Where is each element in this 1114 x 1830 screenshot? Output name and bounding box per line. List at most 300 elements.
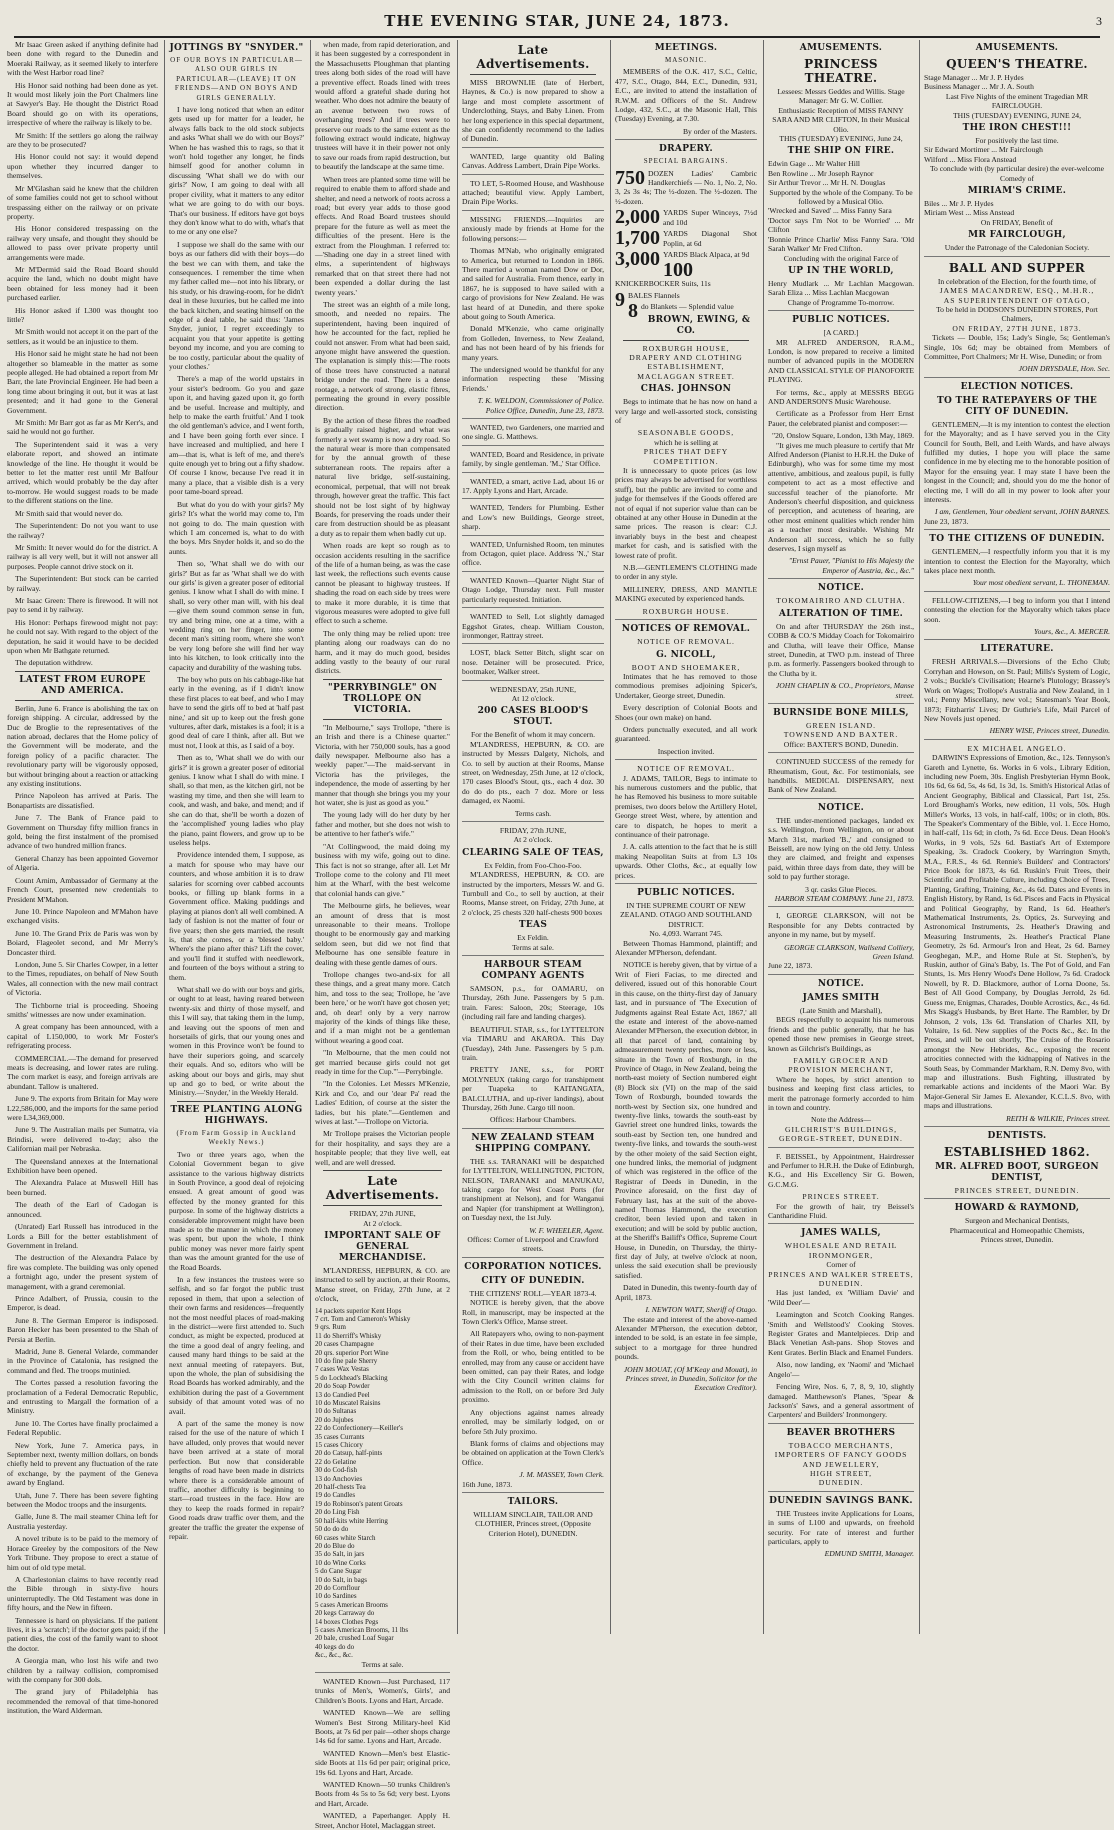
cast-line: Biles ... Mr J. P. Hydes bbox=[924, 199, 994, 209]
sale-lot: 35 cases Currants bbox=[315, 1432, 365, 1441]
notice-text: NOTICE is hereby given, that the above Roll, in manuscript, may be inspected at the Town Clerk's Office, Manse street. bbox=[462, 1298, 604, 1327]
column-2 bbox=[164, 40, 304, 1634]
ad-highlight: SEASONABLE GOODS, bbox=[637, 428, 735, 438]
ad-text: Begs to intimate that he has now on hand a very large and well-assorted stock, consisting of bbox=[615, 397, 757, 425]
sale-lot: 20 do Soap Powder bbox=[315, 1382, 370, 1391]
sale-lot: 22 do Gelatine bbox=[315, 1457, 357, 1466]
classified-ad: TO LET, 5-Roomed House, and Washhouse attached; beautiful view. Apply Lambert, Drain Pipe Works. bbox=[462, 179, 604, 211]
play-title: THE SHIP ON FIRE. bbox=[787, 146, 895, 157]
article-paragraph: "In Melbourne, that the men could not get married because girls could not get ready in time for the Cup.'"—Perrybingle. bbox=[315, 1048, 450, 1077]
sale-lot: 7 cases Wax Vestas bbox=[315, 1365, 369, 1374]
ad-signature: J. M. MASSEY, Town Clerk. bbox=[519, 1470, 604, 1480]
ad-text: Certificate as a Professor from Herr Ernst Pauer, the celebrated pianist and composer:— bbox=[768, 409, 914, 428]
ad-text: FRESH ARRIVALS.—Diversions of the Echo Club; Corryhan and Howson, on St. Paul; Mills's System of Logic, 2 vols.; Buckle's Civilisation; Hearne's Plutology; Brassey's Work on Wages; Trollope's Australia and New Zealand, in 1 vol.; Penny Miscellany, new vol.; Statesman's Year Book, 1873; Fitzharris' Lives; Dr Guthrie's Life, Mail Parcel of New Novels just opened. bbox=[924, 657, 1110, 723]
article-paragraph: The only thing may be relied upon: tree planting along our roadways can do no harm, and it may do much good, besides adding vastly to the beauty of our rural districts. bbox=[315, 628, 450, 676]
notice-heading: NOTICE. bbox=[817, 978, 865, 989]
notice-text: Blank forms of claims and objections may be obtained on application at the Town Clerk's Office. bbox=[462, 1438, 604, 1467]
sale-lot: 20 do Jujubes bbox=[315, 1415, 354, 1424]
europe-heading: LATEST FROM EUROPE AND AMERICA. bbox=[19, 674, 146, 696]
column-7 bbox=[919, 40, 1110, 1634]
report-paragraph: His Honor said nothing had been done as yet. It would most likely join the Port Chalmers line at Sawyer's Bay. He thought the District Road Board should go on with its operations, irrespective of where the railway is likely to be. bbox=[7, 80, 158, 128]
ad-text: GENTLEMEN,—It is my intention to contest the election for the Mayoralty; and as I have served you in the City Council for South, Bell, and Leith Wards, and have always fulfilled my duties, I hope you will place the same confidence in me by electing me to the honorable position of Mayor for the ensuing year. I may state I have been the longest in the Council; and, should you do me the honor of electing me, I will do all in my power to look after your interests. bbox=[924, 419, 1110, 504]
nz-steam-heading: NEW ZEALAND STEAM SHIPPING COMPANY. bbox=[471, 1132, 595, 1154]
ad-text: Has just landed, ex 'William Davie' and 'Wild Deer'— bbox=[768, 1288, 914, 1307]
sale-lot: 50 half-kits white Herring bbox=[315, 1516, 388, 1525]
tree-planting-source: (From Farm Gossip in Auckland Weekly News.) bbox=[176, 1128, 297, 1147]
sale-lot: 9 qrs. Rum bbox=[315, 1323, 346, 1332]
article-paragraph: The Melbourne girls, he believes, wear an amount of dress that is most unreasonable to their means. Trollope thought to be enormously gay and marking seldom seen, but did we not find that Melbourne has one sensible feature in dealing with these gentle dames of ours. bbox=[315, 901, 450, 967]
news-item: General Chanzy has been appointed Governor of Algeria. bbox=[7, 853, 158, 873]
sale-lot: 13 do Anchovies bbox=[315, 1474, 363, 1483]
corporation-heading: CORPORATION NOTICES. bbox=[464, 1261, 602, 1272]
news-item: June 7. The Bank of France paid to Government on Thursday fifty million francs in gold, being the first instalment of the promised advance of two hundred million francs. bbox=[7, 813, 158, 851]
ad-highlight: ON FRIDAY, 27TH JUNE, 1873. bbox=[952, 323, 1082, 333]
ad-signature: GEORGE CLARKSON, Wallsend Colliery, Green Island. bbox=[784, 942, 914, 962]
dentist-name: HOWARD & RAYMOND, bbox=[954, 1203, 1080, 1214]
divider bbox=[323, 1205, 442, 1206]
ad-signature: T. K. WELDON, Commissioner of Police. Police Office, Dunedin, June 23, 1873. bbox=[477, 396, 604, 415]
theatre-line: On FRIDAY, Benefit of bbox=[980, 217, 1054, 227]
notice-text: The estate and interest of the above-named Alexander M'Pherson, the execution debtor, intended to be sold, is an estate in fee simple, subject to a mortgage for three hundred pounds. bbox=[615, 1314, 757, 1362]
theatre-line: Lessees: Messrs Geddes and Willis. Stage Manager: Mr G. W. Collier. bbox=[777, 87, 905, 106]
sale-time: At 2 o'clock. bbox=[363, 1218, 402, 1228]
classified-ad: WANTED, Board and Residence, in private family, by single gentleman. 'M.,' Star Office. bbox=[462, 450, 604, 473]
ad-text: FELLOW-CITIZENS,—I beg to inform you that I intend contesting the election for the Mayoralty which takes place soon. bbox=[924, 595, 1110, 624]
letter-address: "20, Onslow Square, London, 13th May, 1869. bbox=[771, 431, 914, 441]
dentists-heading: DENTISTS. bbox=[987, 1130, 1047, 1141]
column-4 bbox=[457, 40, 604, 1634]
queens-theatre-name: QUEEN'S THEATRE. bbox=[946, 57, 1088, 71]
article-paragraph: Then as to, 'What shall we do with our girls?' it is grown a greater poser of editorial genius. I know what I shall do with mine. I shall, so that men, as the kitchen girl, not be wasting my time, and then she will learn to cook, and wash, and bake, and mend; and if she can do that, she'll be worth a dozen of the 'accomplished' young ladies who play the piano, paint flowers, and grow up to be useless helps. bbox=[169, 753, 304, 847]
theatre-line: Last Five Nights of the eminent Tragedian MR FAIRCLOUGH. bbox=[945, 91, 1089, 111]
bargain-text: DOZEN Ladies' Cambric Handkerchiefs — No. 1, No. 2, No. 3, 2s 3s 4s; The ½-dozen. The ½-dozen. The ½-dozen. bbox=[615, 168, 757, 206]
bargain-quantity: 1,700 bbox=[615, 227, 660, 250]
ad-line: AS SUPERINTENDENT OF OTAGO, bbox=[943, 295, 1091, 305]
cast-line: Henry Mudlark ... Mr Lachlan Macgowan. Sarah Eliza ... Miss Lachlan Macgowan bbox=[768, 278, 914, 298]
ad-line: TOWNSEND AND BAXTER. bbox=[783, 730, 899, 740]
sale-lot: 35 do Salt, in jars bbox=[315, 1550, 365, 1559]
ad-signature: Yours, &c., A. MERCER. bbox=[924, 627, 1110, 640]
classified-ad: WANTED, a smart, active Lad, about 16 or 17. Apply Lyons and Hart, Arcade. bbox=[462, 477, 604, 500]
public-notices-heading: PUBLIC NOTICES. bbox=[792, 315, 890, 326]
sale-lot: 20 half-chests Tea bbox=[315, 1483, 366, 1492]
divider bbox=[323, 679, 442, 680]
ad-highlight: EX MICHAEL ANGELO. bbox=[967, 743, 1067, 753]
ad-line: DUNEDIN. bbox=[768, 1478, 914, 1491]
shipping-notice: SAMSON, p.s., for OAMARU, on Thursday, 26th June. Passengers by 5 p.m. train. Fares: Saloon, 20s; Steerage, 10s (including rail fare and landing charges). bbox=[462, 984, 604, 1022]
ad-line: BOOT AND SHOEMAKER, bbox=[631, 662, 741, 672]
notice-heading: NOTICE. bbox=[817, 802, 865, 813]
sale-lot: 5 do Lockhead's Blacking bbox=[315, 1373, 388, 1382]
ad-signature: REITH & WILKIE, Princes street. bbox=[924, 1114, 1110, 1127]
sale-lot: 7 crt. Tom and Cameron's Whisky bbox=[315, 1314, 411, 1323]
sale-lot: 10 do fine pale Sherry bbox=[315, 1356, 378, 1365]
news-item: The grand jury of Philadelphia has recommended the removal of that time-honored institution, the Ward Alderman. bbox=[7, 1687, 158, 1716]
beaver-brothers-name: BEAVER BROTHERS bbox=[786, 1427, 896, 1438]
sale-date: FRIDAY, 27th JUNE, bbox=[349, 1209, 416, 1219]
news-item: Prince Adalbert, of Prussia, cousin to the Emperor, is dead. bbox=[7, 1293, 158, 1313]
merchandise-sale-ad bbox=[315, 1209, 450, 1673]
ad-line: GREEN ISLAND. bbox=[806, 720, 876, 730]
news-item: The Queensland annexes at the International Exhibition have been opened. bbox=[7, 1156, 158, 1176]
bargain-text: YARDS Super Winceys, 7½d and 10d bbox=[663, 208, 757, 227]
sale-terms: Terms cash. bbox=[514, 808, 552, 818]
report-paragraph: Mr M'Glashan said he knew that the children of some families could not get to school without trespassing either on the railway or on private property. bbox=[7, 183, 158, 221]
late-ads-heading: Late Advertisements. bbox=[476, 43, 590, 71]
news-item: June 9. The Australian mails per Sumatra, via Brindisi, were delivered to-day; also the Californian mail per Nebraska. bbox=[7, 1125, 158, 1154]
report-paragraph: The Superintendent: Do not you want to use the railway? bbox=[7, 521, 158, 540]
ad-signature: HARBOR STEAM COMPANY. June 21, 1873. bbox=[768, 894, 914, 907]
james-smith-name: JAMES SMITH bbox=[802, 992, 880, 1003]
page-number: 3 bbox=[1096, 14, 1102, 28]
bargain-quantity: 750 bbox=[615, 166, 645, 189]
ad-line: Note the Address— bbox=[811, 1115, 871, 1125]
article-paragraph: The boy who puts on his cabbage-like hat early in the evening, as if I didn't know these first places to eat beef, and who I may have to send the girls off to bed at 'half past nine,' and sit up to keep out the fresh gone vultures, after dark, mistakes is a fool; it is a good deal of care I think, after all. But we must not, I look at this, as I said of a boy. bbox=[169, 675, 304, 750]
ad-text: I, GEORGE CLARKSON, will not be Responsible for any Debts contracted by anyone in my name, but by myself. bbox=[768, 911, 914, 940]
sale-lot: 13 do Candied Peel bbox=[315, 1390, 370, 1399]
ad-text: The undersigned would be thankful for any information respecting these 'Missing Friends.' bbox=[462, 364, 604, 393]
sale-title: 200 CASES BLOOD'S STOUT. bbox=[477, 706, 589, 728]
ad-text: Where he hopes, by strict attention to business and keeping first class articles, to merit the patronage formerly accorded to him in town and country. bbox=[768, 1074, 914, 1112]
theatre-line: To conclude with (by particular desire) the ever-welcome Comedy of bbox=[929, 164, 1105, 183]
court-heading: IN THE SUPREME COURT OF NEW ZEALAND. OTAGO AND SOUTHLAND DISTRICT. bbox=[620, 901, 752, 929]
bargain-quantity: 2,000 bbox=[615, 206, 660, 229]
masthead-rule bbox=[14, 36, 1100, 38]
notice-date: 16th June, 1873. bbox=[462, 1480, 604, 1493]
ad-signature: JOHN DRYSDALE, Hon. Sec. bbox=[924, 364, 1110, 377]
sale-lot: 14 boxes Clothes Pegs bbox=[315, 1617, 379, 1626]
sale-lot: 20 do Blue do bbox=[315, 1541, 355, 1550]
bargain-text: KNICKERBOCKER Suits, 11s bbox=[615, 279, 711, 289]
bargain-item bbox=[615, 247, 757, 270]
article-paragraph: "In the Colonies. Let Messrs M'Kenzie, Kirk and Co, and our 'dear Pa' read the Ladies' Edition, of course at the sister the ladies, but his plate."—Gentlemen and wives at last."—Trollope on Victoria. bbox=[315, 1079, 450, 1127]
ad-text: THE under-mentioned packages, landed ex s.s. Wellington, from Wellington, on or about March 31st, marked 'B.,' and consigned to Beissell, are now lying on the old Jetty. Unless they are claimed, and freight and expenses paid, within three days from date, they will be sold to pay further storage. bbox=[768, 815, 914, 882]
ad-line: PRINCES STREET, DUNEDIN. bbox=[924, 1186, 1110, 1199]
report-paragraph: Mr Smith: Mr Barr got as far as Mr Kerr's, and said he would not go further. bbox=[7, 418, 158, 437]
sale-lot: 20 do Ling Fish bbox=[315, 1508, 360, 1517]
ad-text: DARWIN'S Expressions of Emotion, &c., 12s. Tennyson's Gareth and Lynette, 6s. Works in 6 vols., Library Edition, including new Poem, 30s. English Presbyterian Hymn Book, 10s 6d, 6s 6d, 5s, 4s 6d, 1s 3d, 1s. Smith's Historical Atlas of Ancient Geography, Biblical and Classical, Part 1st, 25s. Lord Brougham's Works, new edition, 11 vols, 50s. Hugh Miller's Works, 13 vols, in half-calf, 100s; or in cloth, 80s. The Speaker's Commentary of the Bible, vol. 1. Ecce Homo, in half-calf, 11s 6d; in cloth, 7s 6d. Ecce Deus. Dean Hook's Works, in 9 vols, 52s 6d. Bastiat's Art of Extempore Speaking, 3s. Cradock Cookery, by Warrington Smyth, M.A., F.R.S., 4s 6d. Rennie's Builders' and Contractors' Price Book for 1873, 4s 6d. Ruskin's Fruit Trees, their Scientific and Profitable Culture, including Choice of Trees, Planting, Grafting, Training, &c., 4s 6d. Dates and Events in English History, by Rand, 1s 6d. Pisces and Facts in Physical and Political Geography, by Rand, 1s 6d. Heather's Mathematical Instruments, 2s. Optics, 2s. Surveying and Astronomical Instruments, 2s. Heather's Drawing and Measuring Instruments, 2s. Heather's Practical Plane Geometry, 2s 6d. Armour's Iron and Heat, 2s 6d. Barney Geoghegan, M.P., and Home Rule at St. Stephen's, by Ruskin, author of Gina's Baby, 1s. The Pot of Gold, and Fan Stunts, 1s. Mrs Henry Wood's Dene Hollow, 7s 6d. Cradock Nowell, by R. D. Blackmore, author of Lorna Doone, 5s. Best of All Good Company, by Douglas Jerrold, 2s 6d. Guess me, Enigmas, Charades, Double Acrostics, &c., 4s 6d. Mrs Skagg's Husbands, by Bret Harte. The Rambler, by Dr Johnson, 2 vols, 13s 6d. Translation of Charles XII, by Voltaire, 1s 6d. New supplies of the Pocts &c., &c. In the Press, and will be out shortly, The Cruise of the Rosario amongst the New Hebrides, &c., exposing the recent atrocities connected with the kidnapping of Natives in the South Seas, by Commander Markham, R.N. Demy 8vo, with map and illustrations. Bush Fighting, illustrated by remarkable actions and incidents of the Maori War. By Major-General Sir James E. Alexander, K.C.L.S. 8vo, with maps and illustrations. bbox=[924, 753, 1110, 1111]
ad-text: Orders punctually executed, and all work guaranteed. bbox=[615, 724, 757, 744]
meeting-signature: By order of the Masters. bbox=[615, 127, 757, 140]
divider bbox=[15, 671, 150, 672]
play-title: UP IN THE WORLD, bbox=[788, 265, 894, 276]
ad-line: 3 qr. casks Glue Pieces. bbox=[805, 884, 877, 894]
ad-signature: JOHN CHAPLIN & CO., Proprietors, Manse street. bbox=[768, 681, 914, 704]
column-5 bbox=[610, 40, 757, 1634]
article-paragraph: The young lady will do her duty by her father and mother, but she does not wish to be attentive to her father's wife." bbox=[315, 810, 450, 839]
tailor-ad: WILLIAM SINCLAIR, TAILOR AND CLOTHIER, Princes street, (Opposite Criterion Hotel), DUNEDIN. bbox=[473, 1509, 593, 1538]
news-item: Utah, June 7. There has been severe fighting between the Modoc troops and the insurgents. bbox=[7, 1490, 158, 1510]
ad-line: In celebration of the Election, for the fourth time, of bbox=[937, 276, 1097, 286]
theatre-line: Supported by the whole of the Company. To be followed by a Musical Olio. bbox=[769, 187, 913, 207]
bargain-item bbox=[615, 300, 757, 323]
article-paragraph: When trees are planted some time will be required to enable them to afford shade and shelter, and need a network of roots across a road; but every year adds to those good effects. And Road Board trustees should prepare for the future as well as meet the difficulties of the present. Here is the extract from the Ploughman. I referred to: —'Shading one day in a street lined with elms, a superintendent of highways remarked that on that street there had not been expended a dollar during the last twenty years.' bbox=[315, 174, 450, 297]
sale-lot: 19 do Candles bbox=[315, 1491, 356, 1500]
ad-line: Pharmaceutical and Homeopathic Chemists, bbox=[949, 1225, 1085, 1235]
news-item: A novel tribute is to be paid to the memory of Horace Greeley by the compositors of the New York Tribune. They propose to erect a statue of him out of old type metal. bbox=[7, 1534, 158, 1572]
sale-time: At 12 o'clock. bbox=[511, 693, 555, 703]
sale-lot: 50 do do do bbox=[315, 1525, 349, 1534]
cast-line: Stage Manager ... Mr J. P. Hydes bbox=[924, 73, 1024, 82]
late-ads-heading: Late Advertisements. bbox=[325, 1174, 440, 1203]
ad-line: PRINCES STREET. bbox=[802, 1192, 880, 1202]
james-walls-name: JAMES WALLS, bbox=[801, 1228, 881, 1239]
ad-text: Fencing Wire, Nos. 6, 7, 8, 9, 10, slightly damaged. Matthewson's Planes, 'Spear & Jackson's' Saws, and a general assortment of Carpenters' and Builders' Ironmongery. bbox=[768, 1382, 914, 1424]
bargain-item bbox=[615, 208, 757, 227]
ad-highlight: PRICES THAT DEFY COMPETITION. bbox=[643, 447, 729, 466]
sale-lot: 60 cases white Starch bbox=[315, 1533, 376, 1542]
theatre-line: Concluding with the original Farce of bbox=[783, 253, 899, 263]
article-paragraph: "In Melbourne," says Trollope, "there is an Irish and there is a Chinese quarter." Victoria, with her 750,000 souls, has a good daily newspaper. Melbourne also has a weekly paper."—The maid-servant in Victoria has the privileges, the independence, the mode of asserting by her manner that though she brings you my your hot water, she is just as good as you." bbox=[315, 722, 450, 808]
divider bbox=[177, 1101, 296, 1102]
divider bbox=[470, 74, 596, 75]
sale-lot: 20 qrs. superior Port Wine bbox=[315, 1348, 389, 1357]
jottings-subheading: OF OUR BOYS IN PARTICULAR—ALSO OUR GIRLS IN PARTICULAR—(LEAVE) IT ON FRIENDS—AND ON BOYS AND GIRLS GENERALLY. bbox=[170, 56, 303, 102]
roxburgh-line: DRAPERY AND CLOTHING bbox=[629, 352, 743, 362]
report-paragraph: His Honor asked if L300 was thought too little? bbox=[7, 305, 158, 324]
newspaper-title: THE EVENING STAR, JUNE 24, 1873. bbox=[384, 12, 730, 30]
ad-text: BEGS respectfully to acquaint his numerous friends and the public generally, that he has opened those new premises in George street, known as Gilchrist's Buildings, as bbox=[768, 1015, 914, 1053]
ad-text: "It gives me much pleasure to certify that Mr Alfred Anderson (Pianist to H.R.H. the Duke of Edinburgh), who was for some time my most attentive, ambitious, and zealous pupil, is fully competent to act as a most effective and successful teacher of the pianoforte. Mr Anderson's cheerful disposition, and quickness of perception, and acuteness of hearing, are other most eminent qualities which render him as a teacher most desirable. Wishing Mr Anderson all success, which he so fully deserves, I sign myself as bbox=[768, 440, 914, 554]
ad-text: Every description of Colonial Boots and Shoes (our own make) on hand. bbox=[615, 703, 757, 722]
shipping-notice: PRETTY JANE, s.s., for PORT MOLYNEUX (taking cargo for transhipment per Tuapeka to KAITANGATA, BALCLUTHA, and up-river landings), about Thursday, 26th June. Cargo till noon. bbox=[462, 1065, 604, 1112]
news-item: New York, June 7. America pays, in September next, twenty million dollars, on bonds chiefly held to prevent any fluctuation of the rate of exchange, by the payment of the Geneva award by England. bbox=[7, 1440, 158, 1488]
cast-line: Ben Rowline ... Mr Joseph Raynor bbox=[768, 168, 874, 178]
cast-line: 'Doctor says I'm Not to be Worried' ... Mr Clifton bbox=[768, 215, 914, 235]
nicoll-name: G. NICOLL, bbox=[656, 649, 716, 660]
election-address-title: TO THE RATEPAYERS OF THE CITY OF DUNEDIN. bbox=[936, 395, 1098, 417]
ad-text: For the growth of hair, try Beissel's Cantharidine Fluid. bbox=[768, 1202, 914, 1225]
ad-text: J. A. calls attention to the fact that he is still making Neapolitan Suits at from L3 10s upwards. Other Cloths, &c., at equally low prices. bbox=[615, 842, 757, 884]
cast-line: Edwin Gage ... Mr Walter Hill bbox=[768, 159, 861, 169]
sale-lot: 10 do Sultanas bbox=[315, 1407, 357, 1416]
news-item: A Georgia man, who lost his wife and two children by a railway collision, compromised with the company for 300 dols. bbox=[7, 1656, 158, 1684]
article-paragraph: But what do you do with your girls? My girls? It's what the world may come to, I'm not going to do. The main question with which I am concerned is, what to do with the boys. Mrs Snyder holds it, and so do the aunts. bbox=[169, 499, 304, 556]
roxburgh-house: ROXBURGH HOUSE. bbox=[615, 607, 757, 620]
special-bargains: SPECIAL BARGAINS. bbox=[643, 157, 729, 166]
ad-text: It is unnecessary to quote prices (as low prices may always be advertised for worthless stuff), but the public are invited to come and judge for themselves if the Goods offered are not of equal if not superior value than can be obtained at any other House in Dunedin at the same prices. The reason is clear: C.J. invariably buys in the best and cheapest market for cash, and is satisfied with the lowest rate of profit. bbox=[615, 466, 757, 560]
article-paragraph: In a few instances the trustees were so selfish, and so far forgot the public trust reposed in them, that upon a selection of their own farms and residences—frequently not the most needful places of road-making in the district—were first attended to. Such conduct, as might be expected, produced at the time a good deal of angry feeling, and caused many hard things to be said at the next annual meeting of ratepayers. But, upon the whole, the plan of subsidising the Road Boards has worked admirably, and the exhibition during the past of a Government subsidy of that amount voted was of no avail. bbox=[169, 1274, 304, 1416]
removal-heading: NOTICES OF REMOVAL. bbox=[621, 624, 751, 635]
ad-text: MISSING FRIENDS.—Inquiries are anxiously made by friends at Home for the following persons:— bbox=[462, 214, 604, 243]
play-title: THE IRON CHEST!!! bbox=[962, 123, 1072, 134]
sale-goods: TEAS bbox=[518, 920, 548, 931]
report-paragraph: Mr Isaac Green asked if anything definite had been done with regard to the Dunedin and Moeraki Railway, as it seemed likely to interfere with the West Harbor road line? bbox=[7, 40, 158, 78]
sale-date: FRIDAY, 27th JUNE, bbox=[499, 826, 567, 835]
sale-time: At 2 o'clock. bbox=[513, 835, 553, 845]
sale-lot: 19 do Robinson's patent Groats bbox=[315, 1499, 403, 1508]
roxburgh-line: ESTABLISHMENT, bbox=[647, 362, 725, 372]
article-paragraph: Trollope changes two-and-six for all these things, and a great many more. Catch him, and toss to the sea; Trollope, he 'ave been here,' or he won't have got chosen yet; and, oh dear! only by a very narrow majority of the kinds of things like these, and if a man might not be a gentleman without wearing a good coat. bbox=[315, 969, 450, 1045]
court-number: No. 4,093. Warrant 745. bbox=[649, 929, 723, 939]
sale-lot: 20 kegs Carraway do bbox=[315, 1609, 375, 1618]
notice-text: NOTICE is hereby given, that by virtue of a Writ of Fieri Facias, to me directed and delivered, issued out of this honorable Court in this cause, on the thirty-first day of January last, and in pursuance of 'The Execution of Judgments against Real Estate Act, 1867,' all the estate and interest of the above-named Alexander M'Pherson, the execution debtor, in all that parcel of land, containing by admeasurement twenty perches, more or less, situate in the Town of Roxburgh, in the Province of Otago, in New Zealand, being the north-east moiety of Section numbered eight (8) Block six (VI) on the map of the said Town of Roxburgh, bounded towards the north-west by Section six, one hundred and twenty-five links, towards the south-east by Gavriel street one hundred links, towards the south-east by Section ten, one hundred and twenty-five links, and towards the south-west by the other moiety of the said Section eight, one hundred links, the memorial of judgment of which was registered in the office of the Registrar of Deeds in Dunedin, in the Province aforesaid, on the first day of February last, has at the suit of the above-named Thomas Hammond, the execution creditor, been levied upon and taken in execution; and will be sold by public auction, at the Sheriff's Bailiff's Office, Supreme Court House, in Dunedin, on Thursday, the thirty-first day of July, at twelve o'clock at noon, unless the said execution shall be previously satisfied. bbox=[615, 960, 757, 1280]
ad-text: On and after THURSDAY the 26th inst., COBB & CO.'S Midday Coach for Tokomairiro and Clutha, will leave their Office, Manse street, Dunedin, at TWO p.m. instead of Three p.m. as formerly. Passengers booked through to the Clutha by it. bbox=[768, 621, 914, 678]
ad-text: Also, now landing, ex 'Naomi' and 'Michael Angelo'— bbox=[768, 1360, 914, 1379]
classified-ad: WANTED to Sell, Lot slightly damaged Eggshot Grates, cheap. William Couston, ironmonger, Rattray street. bbox=[462, 612, 604, 644]
ad-line: WHOLESALE AND RETAIL IRONMONGER, bbox=[784, 1241, 898, 1260]
classified-ad: WANTED Known—50 trunks Children's Boots from 4s 5s to 5s 6d; very best. Lyons and Hart, Arcade. bbox=[315, 1780, 450, 1808]
ad-text: Inspection invited. bbox=[615, 747, 757, 760]
notice-date: June 22, 1873. bbox=[768, 961, 914, 974]
bargain-quantity: 8 bbox=[628, 300, 638, 323]
notice-text: Dated in Dunedin, this twenty-fourth day of April, 1873. bbox=[615, 1283, 757, 1302]
ad-line: To be held in DODSON'S DUNEDIN STORES, Port Chalmers, bbox=[936, 304, 1098, 324]
classified-ad: MISS BROWNLIE (late of Herbert, Haynes, & Co.) is now prepared to show a large and most complete assortment of Underclothing, Stays, and Baby Linen. From her long experience in this special department, she can confidently recommend to the ladies of Dunedin. bbox=[462, 78, 604, 148]
sale-lot: 5 cases American Brooms bbox=[315, 1600, 388, 1609]
roxburgh-line: MACLAGGAN STREET. bbox=[637, 371, 735, 381]
roxburgh-house: ROXBURGH HOUSE, bbox=[642, 343, 730, 353]
article-paragraph: "At Collingwood, the maid doing my business with my wife, going out to dine. This fact is not so strange, after all. Let Mr Trollope come to the colony and I'll meet him at the Wharf, with the best welcome that colonial hands can give." bbox=[315, 841, 450, 898]
ad-signature: JOHN MOUAT, (Of M'Keay and Mouat), in Princes street, in Dunedin, Solicitor for the Execution Creditor). bbox=[623, 1364, 757, 1393]
drapery-heading: DRAPERY. bbox=[659, 144, 713, 155]
harbour-heading: HARBOUR STEAM COMPANY AGENTS bbox=[481, 960, 585, 982]
ad-text: THE Trustees invite Applications for Loans, in sums of L100 and upwards, on freehold security. For rate of interest and further particulars, apply to bbox=[768, 1508, 914, 1546]
ad-signature: I am, Gentlemen, Your obedient servant, JOHN BARNES. bbox=[935, 507, 1110, 517]
article-paragraph: Then so, 'What shall we do with our girls?' But as far as 'What shall we do with our girls' is given a greater poser of editorial genius. I know what I shall do with mine. I shall, so very other man will, with his deal—give them sound common sense in fun, try and bring mine, one at a time, with a wedding ring on her finger, into some decent man's sitting room, where she won't be very long before she will find her way into his kitchen, to look critically into the capacity and durability of the washing tubs. bbox=[169, 559, 304, 672]
bargain-text: BALES Flannels bbox=[628, 290, 680, 300]
report-paragraph: His Honor considered trespassing on the railway very unsafe, and thought they should be allowed to pass over private property until arrangements were made. bbox=[7, 224, 158, 262]
classified-ad: WANTED Known—Quarter Night Star of Otago Lodge, Thursday next. Full muster particularly requested. Initiation. bbox=[462, 576, 604, 608]
classified-ad: WANTED, a Paperhanger. Apply H. Street, Anchor Hotel, Maclaggan street. bbox=[315, 1811, 450, 1830]
sale-ship: Ex Feldin. bbox=[517, 933, 549, 943]
report-paragraph: Mr M'Dermid said the Road Board should acquire the land, which no doubt might have been obtained for less money had it been purchased earlier. bbox=[7, 264, 158, 303]
masonic-subheading: MASONIC. bbox=[664, 56, 708, 64]
article-paragraph: A part of the same the money is now raised for the use of the nature of which I have alluded, only proves that would never have been arrived at a state of moral perfection. But now that considerable lengths of road have been made in districts where there is a considerable amount of traffic, another difficulty is beginning to start—road trustees in the face. How are they to keep the roads formed in repair? Good roads draw traffic over them, and the greater the traffic the greater the expense of repair. bbox=[169, 1419, 304, 1541]
report-paragraph: His Honor said he might state he had not been altogether so blameable in the matter as some people alleged. He had obtained a report from Mr Barr, the late Provincial Engineer. He had been a long time about bringing it out, but it was at last presented; and it had gone to the General Government. bbox=[7, 349, 158, 415]
bargain-quantity: 9 bbox=[615, 288, 625, 311]
theatre-line: Change of Programme To-morrow. bbox=[768, 298, 914, 311]
sale-lot: 5 do Cane Sugar bbox=[315, 1567, 362, 1576]
sale-title: CLEARING SALE OF TEAS, bbox=[462, 847, 604, 858]
bargain-text: YARDS Black Alpaca, at 9d bbox=[663, 249, 750, 259]
notice-text: All Ratepayers who, owing to non-payment of their Rates in due time, have been excluded from the Roll, or who, being entitled to be enrolled, may from any cause or accident have been omitted, can pay their Rates, and lodge with the City Council written claims for admission to the Roll, on or before 3rd July proximo. bbox=[462, 1329, 604, 1405]
established-line: ESTABLISHED 1862. bbox=[943, 1144, 1090, 1159]
savings-bank-name: DUNEDIN SAVINGS BANK. bbox=[769, 1495, 913, 1506]
ad-highlight: FAMILY GROCER AND PROVISION MERCHANT, bbox=[788, 1055, 894, 1075]
news-item: (Unrated) Earl Russell has introduced in the Lords a Bill for the better establishment of Government in Ireland. bbox=[7, 1222, 158, 1250]
notice-title: ALTERATION OF TIME. bbox=[778, 608, 904, 619]
amusements-heading: AMUSEMENTS. bbox=[975, 43, 1059, 53]
literature-heading: LITERATURE. bbox=[980, 644, 1054, 655]
shipping-office: Offices: Harbour Chambers. bbox=[462, 1115, 604, 1128]
article-paragraph: I have long noticed that when an editor gets used up for matter for a leader, he always falls back to the old stock subjects and asks 'What shall we do with our Boys?' When he has washed this to rags, so that it won't hold together any longer, he finds himself good for another column in discussing 'What shall we do with our girls?' Now, I am going to deal with all proper civility, what it matters to any editor what we are going to do with our boys. That's our business. If editors have got boys they don't know what to do with, what's that to me or any one else? bbox=[169, 105, 304, 237]
news-item: Madrid, June 8. General Velarde, commander in the Province of Catalonia, has resigned the command and fled. The troops mutinied. bbox=[7, 1346, 158, 1375]
news-item: Count Arnim, Ambassador of Germany at the French Court, presented new credentials to President M'Mahon. bbox=[7, 875, 158, 904]
missing-friends-ad bbox=[462, 215, 604, 419]
cast-line: Wilford ... Miss Flora Anstead bbox=[924, 154, 1017, 164]
ad-line: Office: BAXTER'S BOND, Dunedin. bbox=[768, 740, 914, 753]
tailors-heading: TAILORS. bbox=[507, 1496, 559, 1507]
classified-ad: LOST, black Setter Bitch, slight scar on nose. Detainer will be prosecuted. Price, bootmaker, Walker street. bbox=[462, 648, 604, 680]
bargain-item bbox=[615, 229, 757, 248]
report-paragraph: Mr Smith: It never would do for the district. A railway is all very well, but it will not answer all purposes. People cannot drive stock on it. bbox=[7, 542, 158, 571]
report-paragraph: Mr Smith said that would never do. bbox=[15, 508, 123, 518]
news-item: COMMERCIAL.—The demand for preserved meats is decreasing, and lower rates are ruling. The corn market is easy, and foreign arrivals are abundant. Tallow is unaltered. bbox=[7, 1053, 158, 1091]
classified-ad: WANTED Known—Men's best Elastic-side Boots at 11s 6d per pair; original price, 19s 6d. Lyons and Hart, Arcade. bbox=[315, 1748, 450, 1777]
article-paragraph: Two or three years ago, when the Colonial Government began to give assistance to the various highway districts in South Province, a good deal of rejoicing ensued. A great amount of good was effected by the money granted for this purpose. In some of the highway districts a considerable improvement might have been made as to the manner in which the money was spent, but upon the whole, I think public money was never more fairly spent than was the amount granted for the use of the Road Boards. bbox=[169, 1149, 304, 1272]
classified-ad: WANTED, large quantity old Baling Canvas. Address Lambert, Drain Pipe Works. bbox=[462, 152, 604, 175]
sale-terms: Terms at sale. bbox=[361, 1659, 404, 1669]
removal-title: NOTICE OF REMOVAL. bbox=[637, 764, 735, 774]
meeting-notice: MEMBERS of the O.K. 417, S.C., Celtic, 477, S.C., Otago, 844, E.C., Dunedin, 931, E.C., are invited to attend the installation of R.W.M. and Officers of the St. Andrew Lodge, 432, S.C., at the Masonic Hall, This (Tuesday) Evening, at 7.30. bbox=[615, 67, 757, 124]
bargain-item bbox=[615, 166, 757, 207]
ad-text: MR ALFRED ANDERSON, R.A.M., London, is now prepared to receive a limited number of advanced pupils in the MODERN AND CLASSICAL STYLE OF PIANOFORTE PLAYING. bbox=[768, 337, 914, 385]
election-address-title: TO THE CITIZENS OF DUNEDIN. bbox=[929, 534, 1105, 545]
ad-highlight: GILCHRIST'S BUILDINGS, GEORGE-STREET, DUNEDIN. bbox=[768, 1125, 914, 1148]
report-paragraph: Mr Isaac Green: There is firewood. It will not pay to send it by railway. bbox=[7, 595, 158, 615]
news-item: June 10. The Grand Prix de Paris was won by Boiard, Flageolet second, and Mr Merry's Doncaster third. bbox=[7, 928, 158, 957]
ad-text: MILLINERY, DRESS, AND MANTLE MAKING executed by experienced hands. bbox=[615, 584, 757, 604]
election-heading: ELECTION NOTICES. bbox=[960, 381, 1074, 392]
sale-lot: 22 do Confectionery—Keiller's bbox=[315, 1424, 403, 1433]
sale-lot: 14 packets superior Kent Hops bbox=[315, 1306, 402, 1315]
ad-text: GENTLEMEN,—I respectfully inform you that it is my intention to contest the Election for the Mayoralty, which takes place next month. bbox=[924, 547, 1110, 576]
bargain-text: YARDS Diagonal Shot Poplin, at 6d bbox=[663, 229, 757, 248]
classified-ad: WANTED Known—Just Purchased, 117 trunks of Men's, Women's, Girls', and Children's Boots. Lyons and Hart, Arcade. bbox=[315, 1677, 450, 1705]
ad-signature: EDMUND SMITH, Manager. bbox=[824, 1549, 914, 1559]
ad-text: Leamington and Scotch Cooking Ranges. 'Smith and Wellstood's' Cooking Stoves. Register Grates and Mantelpieces. Drip and Black Venetian Ash-pans. Shop Stoves and Kent Grates. Berlin Black and Enamel Funders. bbox=[768, 1310, 914, 1357]
ad-highlight: JAMES MACANDREW, ESQ., M.H.R., bbox=[939, 286, 1095, 296]
ad-text: Tickets — Double, 15s; Lady's Single, 5s; Gentleman's Single, 10s 6d; may be obtained from Members of Committee, Port Chalmers; Mr H. Wise, Dunedin; or from bbox=[924, 333, 1110, 361]
news-item: Tennessee is hard on physicians. If the patient lives, it is a 'scratch'; if the doctor gets paid; if the patient dies, the cost of the family want to shoot the doctor. bbox=[7, 1615, 158, 1653]
news-item: June 10. Prince Napoleon and M'Mahon have exchanged visits. bbox=[7, 906, 158, 926]
report-paragraph: The Superintendent: But stock can be carried by railway. bbox=[7, 574, 158, 593]
news-item: A Charlestonian claims to have recently read the Bible through in sixty-five hours uninterruptedly. The Old Testament was done in fifty hours, and the New in fifteen. bbox=[7, 1574, 158, 1613]
cast-line: Sir Arthur Trevor ... Mr H. N. Douglas bbox=[768, 178, 886, 188]
benefit-name: MR FAIRCLOUGH, bbox=[968, 230, 1066, 241]
princess-theatre-name: PRINCESS THEATRE. bbox=[804, 57, 878, 85]
notice-date: June 23, 1873. bbox=[924, 517, 1110, 530]
report-paragraph: Mr Smith would not accept it on the part of the settlers, as it would be an injustice to them. bbox=[7, 327, 158, 346]
play-title: MIRIAM'S CRIME. bbox=[967, 186, 1067, 197]
classified-ad: WANTED, Tenders for Plumbing. Esther and Low's new Buildings, George street, sharp. bbox=[462, 503, 604, 535]
sale-lot: &c., &c., &c. bbox=[315, 1651, 353, 1660]
ad-line: PRINCES AND WALKER STREETS, bbox=[768, 1269, 914, 1279]
classified-ad: WANTED, Unfurnished Room, ten minutes from Octagon, quiet place. Address 'N.,' Star office. bbox=[462, 540, 604, 572]
ad-line: Princes street, Dunedin. bbox=[980, 1235, 1054, 1245]
divider bbox=[623, 340, 749, 341]
news-item: Prince Napoleon has arrived at Paris. The Bonapartists are dissatisfied. bbox=[7, 791, 158, 810]
ad-text: N.B.—GENTLEMEN'S CLOTHING made to order in any style. bbox=[615, 563, 757, 582]
sale-lot: 5 cases American Brooms, 11 lbs bbox=[315, 1625, 409, 1634]
news-item: June 10. The Cortes have finally proclaimed a Federal Republic. bbox=[7, 1418, 158, 1438]
sale-lot: 10 do Wine Corks bbox=[315, 1558, 366, 1567]
column-3 bbox=[310, 40, 450, 1830]
shipping-office: Offices: Corner of Liverpool and Crawford streets. bbox=[462, 1235, 604, 1258]
column-6 bbox=[763, 40, 914, 1634]
theatre-line: THIS (TUESDAY) EVENING, JUNE 24, bbox=[953, 110, 1081, 120]
masthead bbox=[0, 0, 1114, 40]
news-item: The Alexandra Palace at Muswell Hill has been burned. bbox=[7, 1178, 158, 1197]
news-item: Berlin, June 6. France is abolishing the tax on foreign shipping. A circular, addressed by the Duc de Broglie to the representatives of the nation abroad, declares that the Home policy of the Government will be moderate, and the foreign policy of a pacific character. The revolutionary party will be vigorously opposed, but without bringing about a reaction or attacking any existing institutions. bbox=[7, 703, 158, 789]
dentist-name: MR. ALFRED BOOT, SURGEON DENTIST, bbox=[935, 1161, 1099, 1183]
city-heading: CITY OF DUNEDIN. bbox=[481, 1275, 585, 1286]
brown-ewing-name: BROWN, EWING, & CO. bbox=[647, 314, 751, 336]
shipping-notice: THE s.s. TARANAKI will be despatched for LYTTELTON, WELLINGTON, PICTON, NELSON, TARANAKI and MANUKAU, taking cargo for West Coast Ports (for transhipment at Nelson), and for Wanganui and Napier (for transhipment at Wellington), on Tuesday next, the 1st July. bbox=[462, 1156, 604, 1223]
theatre-line: Under the Patronage of the Caledonian Society. bbox=[924, 243, 1110, 256]
ad-text: J. ADAMS, TAILOR, Begs to intimate to his numerous customers and the public, that he has Removed his business to more suitable premises, two doors below the Artillery Hotel, George street West, where, by attention and care to dispatch, he hopes to merit a continuance of their patronage. bbox=[615, 773, 757, 839]
report-paragraph: His Honor could not say: it would depend upon whether they incurred danger to themselves. bbox=[7, 152, 158, 181]
perrybingle-heading: "PERRYBINGLE" ON TROLLOPE ON VICTORIA. bbox=[327, 682, 438, 715]
ad-line: Surgeon and Mechanical Dentists, bbox=[964, 1216, 1070, 1226]
article-paragraph: What shall we do with our boys and girls, or ought to at least, having reared between twenty-six and thirty of those myself, and this I will say, that taking them in the lump, and leaving out the spoons of men and horsetails of girls, that our young ones and women in this Province won't be found to have their superiors going, and scarcely their equals. And so, editors who will be asking about our boys and girls, may shut up and go to bed, or write about the Ministry.—'Snyder,' in the Weekly Herald. bbox=[169, 985, 304, 1098]
ad-line: TOBACCO MERCHANTS, bbox=[788, 1440, 894, 1450]
ad-line: HIGH STREET, bbox=[809, 1468, 873, 1478]
amusements-heading: AMUSEMENTS. bbox=[799, 43, 883, 53]
card-label: [A CARD.] bbox=[823, 328, 859, 338]
ad-signature: Your most obedient servant, L. THONEMAN. bbox=[924, 578, 1110, 591]
